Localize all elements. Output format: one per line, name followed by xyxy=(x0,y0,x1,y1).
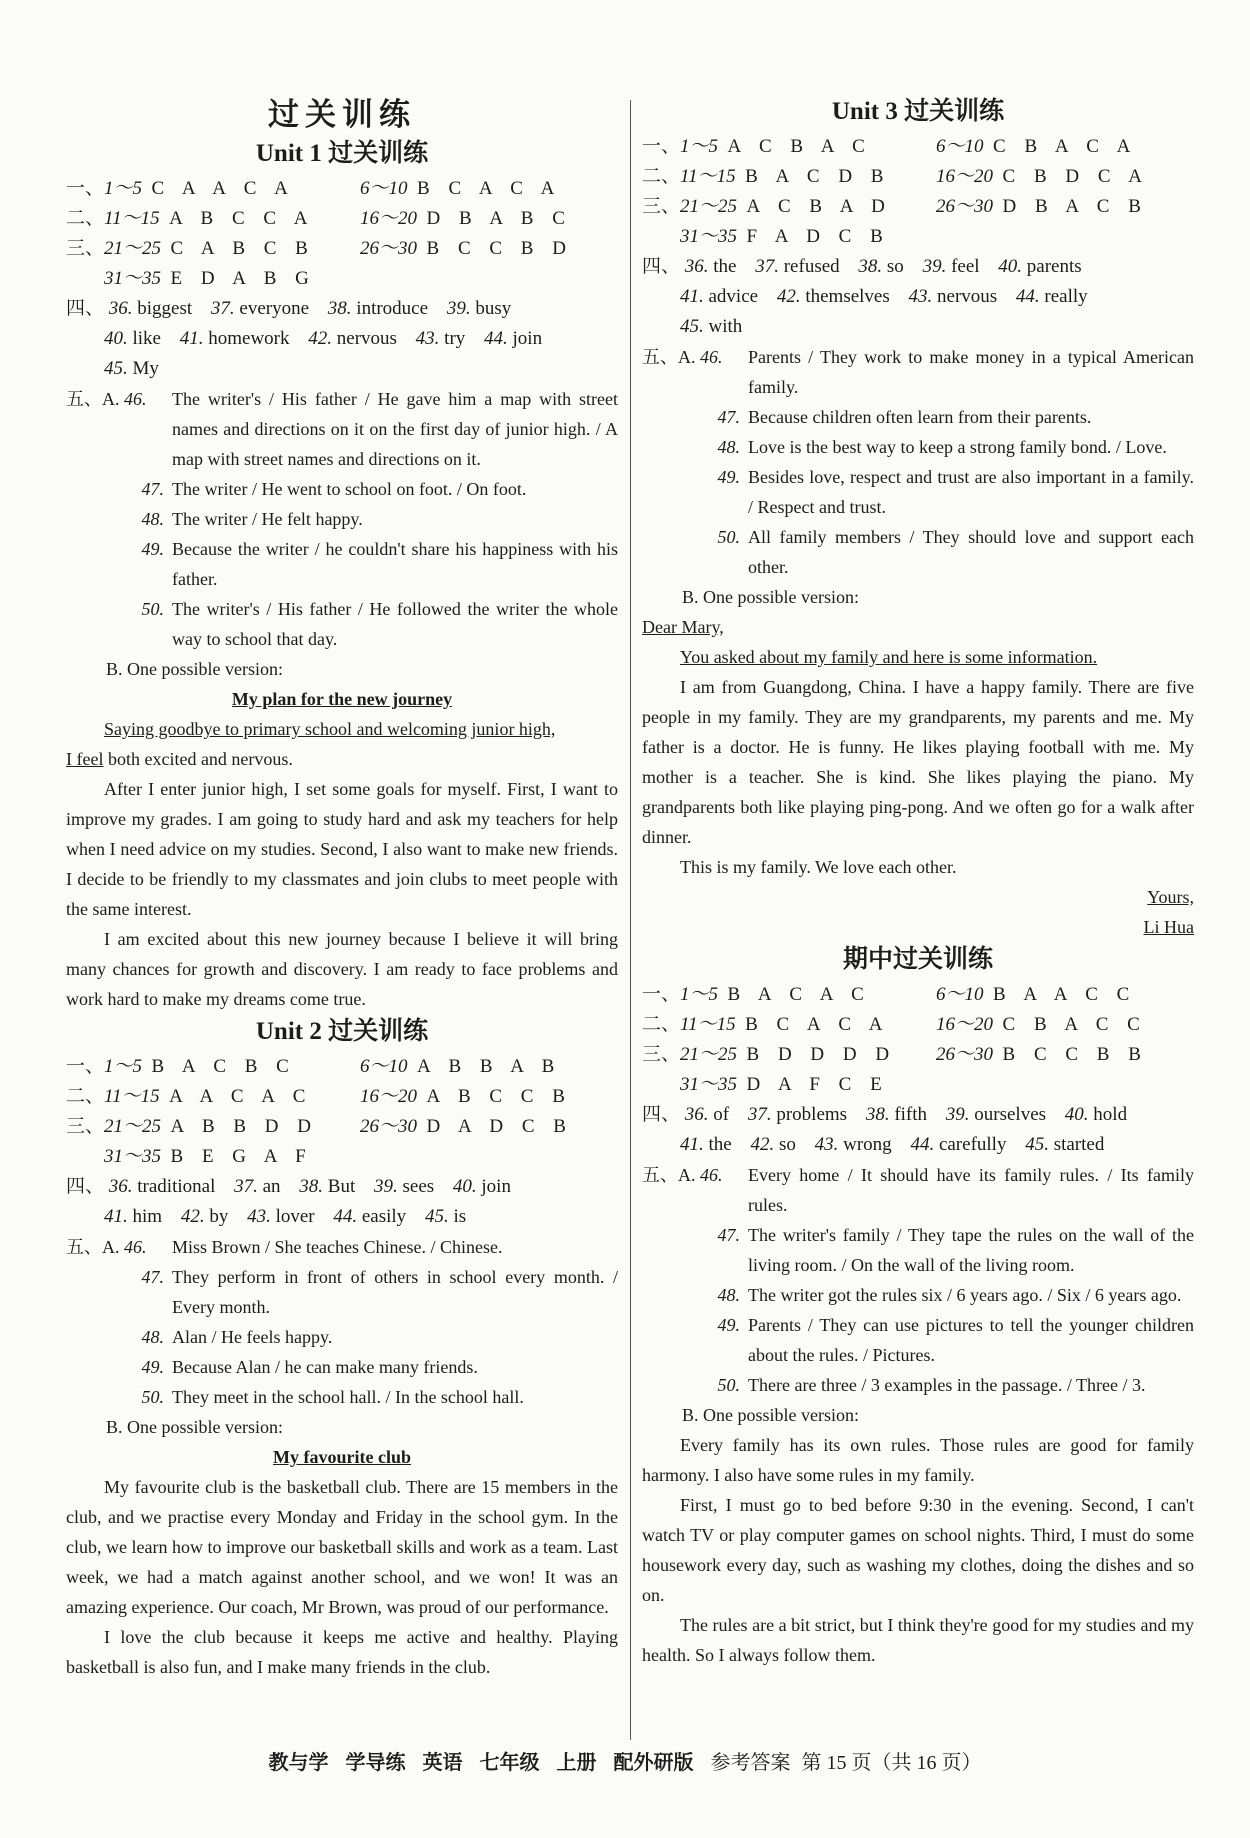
word-row: 45. with xyxy=(680,316,743,337)
footer-volume: 上册 xyxy=(556,1752,597,1774)
answer-row: 一、1～5 B A C A C 6～10 B A A C C xyxy=(642,984,1137,1005)
footer-section: 参考答案 xyxy=(710,1752,791,1774)
qa-item: 48. The writer / He felt happy. xyxy=(141,509,363,529)
footer-series: 学导练 xyxy=(345,1752,406,1774)
footer-edition: 配外研版 xyxy=(613,1752,694,1774)
qa-item: 47. They perform in front of others in school every month. / Every month. xyxy=(141,1267,618,1317)
essay-paragraph: I am excited about this new journey because I believe it will bring many chances for growth and discovery. I am ready to face problems and work hard to make my dreams come true. xyxy=(66,929,618,1009)
letter-closing: Yours, xyxy=(1147,887,1194,907)
page-title: 过关训练 xyxy=(268,97,416,132)
essay-paragraph: I love the club because it keeps me active and healthy. Playing basketball is also fun, and I make many friends in the club. xyxy=(66,1627,618,1677)
answer-row: 三、21～25 A B B D D 26～30 D A D C B xyxy=(66,1116,573,1137)
essay-paragraph: First, I must go to bed before 9:30 in the evening. Second, I can't watch TV or play computer games on school nights. Third, I must do some housework every day, such as washing my clothes, doing the dishes and so on. xyxy=(642,1495,1194,1605)
answer-row: 二、11～15 B A C D B 16～20 C B D C A xyxy=(642,166,1149,187)
version-label: B. One possible version: xyxy=(106,1417,283,1437)
footer-grade: 七年级 xyxy=(479,1752,540,1774)
answer-row: 一、1～5 A C B A C 6～10 C B A C A xyxy=(642,136,1138,157)
unit1-title: Unit 1 过关训练 xyxy=(255,140,429,167)
letter-paragraph: You asked about my family and here is some information. xyxy=(680,647,1098,667)
qa-item: 49. Because the writer / he couldn't share his happiness with his father. xyxy=(141,539,618,589)
essay-paragraph: After I enter junior high, I set some goals for myself. First, I want to improve my grades. I am going to study hard and ask my teachers for help when I need advice on my studies. Second, I also want to make new friends. I decide to be friendly to my classmates and join clubs to meet people with the same interest. xyxy=(66,779,618,919)
qa-item: 47. The writer's family / They tape the rules on the wall of the living room. / On the wall of the living room. xyxy=(717,1225,1194,1275)
letter-signature: Li Hua xyxy=(1143,917,1194,937)
answer-row: 一、1～5 B A C B C 6～10 A B B A B xyxy=(66,1056,562,1077)
answer-row: 一、1～5 C A A C A 6～10 B C A C A xyxy=(66,178,562,199)
qa-item: 50. The writer's / His father / He followed the writer the whole way to school that day. xyxy=(141,599,618,649)
qa-item: 48. Alan / He feels happy. xyxy=(141,1327,333,1347)
qa-item: 50. There are three / 3 examples in the passage. / Three / 3. xyxy=(717,1375,1146,1395)
letter-paragraph: This is my family. We love each other. xyxy=(680,857,957,877)
qa-item: 50. All family members / They should love and support each other. xyxy=(717,527,1194,577)
qa-item: 47. The writer / He went to school on foot. / On foot. xyxy=(141,479,527,499)
qa-item: 49. Parents / They can use pictures to tell the younger children about the rules. / Pictures. xyxy=(717,1315,1194,1365)
page-footer xyxy=(0,1748,1250,1778)
qa-item: 49. Besides love, respect and trust are also important in a family. / Respect and trust. xyxy=(717,467,1194,517)
answer-row: 三、21～25 C A B C B 26～30 B C C B D xyxy=(66,238,573,259)
essay-paragraph: Every family has its own rules. Those rules are good for family harmony. I also have some rules in my family. xyxy=(642,1435,1194,1485)
word-row: 41. advice 42. themselves 43. nervous 44. really xyxy=(680,286,1088,307)
word-row: 四、 36. traditional 37. an 38. But 39. sees 40. join xyxy=(66,1176,511,1197)
word-row: 四、 36. of 37. problems 38. fifth 39. ourselves 40. hold xyxy=(642,1104,1128,1125)
column-divider xyxy=(630,100,631,1740)
footer-subject: 英语 xyxy=(422,1752,463,1774)
qa-item: 48. The writer got the rules six / 6 years ago. / Six / 6 years ago. xyxy=(717,1285,1182,1305)
page-number: 第 15 页（共 16 页） xyxy=(801,1752,982,1774)
answer-row: 二、11～15 A A C A C 16～20 A B C C B xyxy=(66,1086,572,1107)
version-label: B. One possible version: xyxy=(106,659,283,679)
essay-paragraph: The rules are a bit strict, but I think they're good for my studies and my health. So I always follow them. xyxy=(642,1615,1194,1665)
answer-row: 31～35 B E G A F xyxy=(104,1146,313,1167)
answer-row: 三、21～25 A C B A D 26～30 D B A C B xyxy=(642,196,1148,217)
unit2-title: Unit 2 过关训练 xyxy=(255,1018,429,1045)
answer-row: 二、11～15 B C A C A 16～20 C B A C C xyxy=(642,1014,1147,1035)
word-row: 四、 36. biggest 37. everyone 38. introduce 39. busy xyxy=(66,298,512,319)
midterm-title: 期中过关训练 xyxy=(842,946,993,973)
word-row: 41. him 42. by 43. lover 44. easily 45. is xyxy=(104,1206,467,1227)
word-row: 四、 36. the 37. refused 38. so 39. feel 40. parents xyxy=(642,256,1082,277)
qa-item: 五、A. 46. Parents / They work to make money in a typical American family. xyxy=(642,347,1194,397)
letter-paragraph: I am from Guangdong, China. I have a happy family. There are five people in my family. They are my grandparents, my parents and me. My father is a doctor. He is funny. He likes playing football with me. My mother is a teacher. She is kind. She likes playing the piano. My grandparents both like playing ping-pong. And we often go for a walk after dinner. xyxy=(642,677,1194,847)
qa-item: 五、A. 46. Miss Brown / She teaches Chinese. / Chinese. xyxy=(66,1237,503,1257)
essay-paragraph: Saying goodbye to primary school and welcoming junior high, I feel both excited and nervous. xyxy=(66,719,556,769)
answer-row: 31～35 F A D C B xyxy=(680,226,890,247)
word-row: 40. like 41. homework 42. nervous 43. try 44. join xyxy=(104,328,543,349)
version-label: B. One possible version: xyxy=(682,1405,859,1425)
answer-row: 31～35 D A F C E xyxy=(680,1074,889,1095)
qa-item: 49. Because Alan / he can make many friends. xyxy=(141,1357,478,1377)
letter-greeting: Dear Mary, xyxy=(642,617,724,637)
qa-item: 50. They meet in the school hall. / In the school hall. xyxy=(141,1387,524,1407)
qa-item: 五、A. 46. The writer's / His father / He gave him a map with street names and directions on it on the first day of junior high. / A map with street names and directions on it. xyxy=(66,389,618,469)
left-column xyxy=(66,96,618,1682)
footer-brand: 教与学 xyxy=(268,1752,329,1774)
qa-item: 48. Love is the best way to keep a strong family bond. / Love. xyxy=(717,437,1167,457)
qa-item: 47. Because children often learn from their parents. xyxy=(717,407,1092,427)
word-row: 45. My xyxy=(104,358,159,379)
essay-title: My plan for the new journey xyxy=(231,689,453,709)
right-column xyxy=(642,96,1194,1670)
answer-row: 31～35 E D A B G xyxy=(104,268,316,289)
word-row: 41. the 42. so 43. wrong 44. carefully 45. started xyxy=(680,1134,1105,1155)
version-label: B. One possible version: xyxy=(682,587,859,607)
answer-row: 二、11～15 A B C C A 16～20 D B A B C xyxy=(66,208,572,229)
unit3-title: Unit 3 过关训练 xyxy=(831,98,1005,125)
answer-row: 三、21～25 B D D D D 26～30 B C C B B xyxy=(642,1044,1148,1065)
essay-title: My favourite club xyxy=(273,1447,411,1467)
qa-item: 五、A. 46. Every home / It should have its family rules. / Its family rules. xyxy=(642,1165,1194,1215)
essay-paragraph: My favourite club is the basketball club. There are 15 members in the club, and we practise every Monday and Friday in the school gym. In the club, we learn how to improve our basketball skills and work as a team. Last week, we had a match against another school, and we won! It was an amazing experience. Our coach, Mr Brown, was proud of our performance. xyxy=(66,1477,618,1617)
